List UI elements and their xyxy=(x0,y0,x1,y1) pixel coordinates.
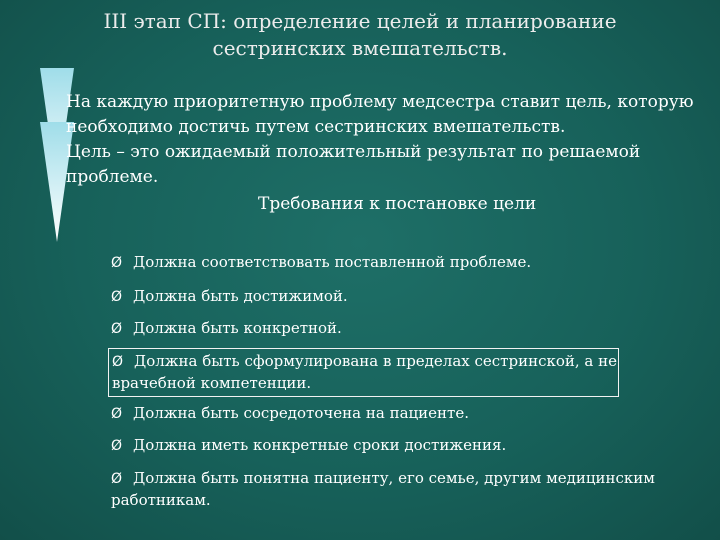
list-item xyxy=(111,468,671,511)
paragraph-goal-definition: Цель – это ожидаемый положительный результат по решаемой проблеме. xyxy=(66,142,641,187)
list-item-text: Должна соответствовать поставленной проблеме. xyxy=(133,253,532,271)
arrow-bullet-icon: Ø xyxy=(111,321,123,337)
list-item xyxy=(111,435,671,457)
arrow-bullet-icon: Ø xyxy=(111,255,123,271)
slide-title: III этап СП: определение целей и планирование сестринских вмешательств. xyxy=(103,9,617,60)
list-item-highlighted xyxy=(108,348,619,397)
arrow-bullet-icon: Ø xyxy=(111,438,123,454)
arrow-bullet-icon: Ø xyxy=(111,289,123,305)
list-item-text: Должна быть достижимой. xyxy=(133,287,348,305)
list-item-text: Должна быть конкретной. xyxy=(133,319,342,337)
arrow-bullet-icon: Ø xyxy=(111,471,123,487)
arrow-bullet-icon: Ø xyxy=(111,406,123,422)
list-item-text: Должна быть сформулирована в пределах сестринской, а не врачебной компетенции. xyxy=(112,352,617,392)
list-item xyxy=(111,403,671,425)
list-item xyxy=(111,252,671,274)
list-item xyxy=(111,318,671,340)
arrow-bullet-icon: Ø xyxy=(112,354,124,370)
list-item-text: Должна быть понятна пациенту, его семье, другим медицинским работникам. xyxy=(111,469,655,509)
list-item-text: Должна быть сосредоточена на пациенте. xyxy=(133,404,469,422)
list-item-text: Должна иметь конкретные сроки достижения. xyxy=(133,436,507,454)
paragraph-goal-per-problem: На каждую приоритетную проблему медсестра ставит цель, которую необходимо достичь путем сестринских вмешательств. xyxy=(66,92,694,137)
requirements-heading: Требования к постановке цели xyxy=(258,194,537,214)
list-item xyxy=(111,286,671,308)
